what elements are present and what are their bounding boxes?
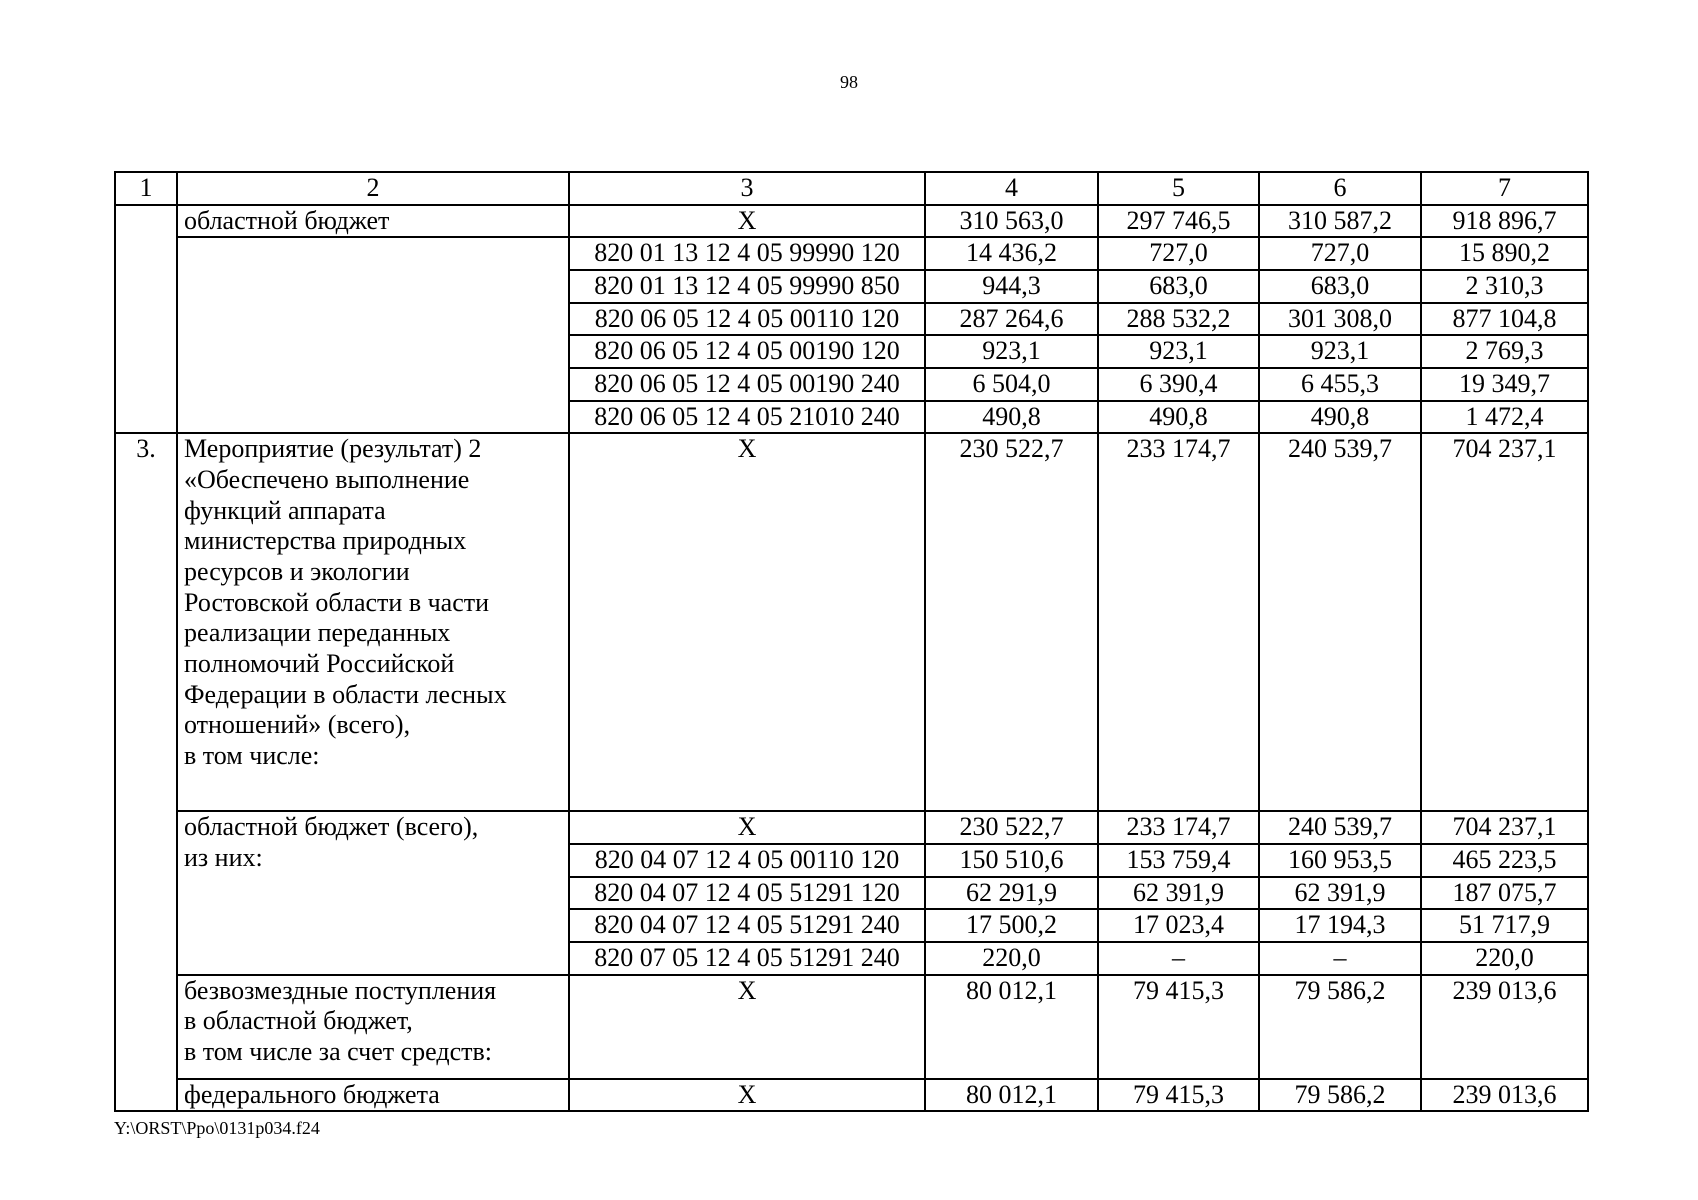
value-cell: 17 500,2 — [925, 909, 1098, 942]
value-cell: 62 391,9 — [1098, 877, 1259, 910]
value-cell: 62 291,9 — [925, 877, 1098, 910]
value-cell: 239 013,6 — [1421, 975, 1588, 1079]
activity-description: Мероприятие (результат) 2 «Обеспечено выполнение функций аппарата министерства природных ресурсов и экологии Ростовской области в части реализации переданных полномочий Российской Федерации в области лесных отношений» (всего), в том числе: — [177, 433, 569, 811]
value-cell: 19 349,7 — [1421, 368, 1588, 401]
value-cell: 465 223,5 — [1421, 844, 1588, 877]
value-cell: 79 586,2 — [1259, 975, 1421, 1079]
budget-code: 820 06 05 12 4 05 21010 240 — [569, 401, 925, 434]
row-label: областной бюджет (всего), из них: — [177, 811, 569, 974]
budget-code: 820 01 13 12 4 05 99990 120 — [569, 237, 925, 270]
value-cell: 220,0 — [925, 942, 1098, 975]
value-cell: 683,0 — [1259, 270, 1421, 303]
table-row — [115, 237, 1588, 270]
value-cell: 923,1 — [925, 335, 1098, 368]
table-row — [115, 205, 1588, 238]
value-cell: 918 896,7 — [1421, 205, 1588, 238]
budget-code: Х — [569, 1079, 925, 1112]
value-cell: 220,0 — [1421, 942, 1588, 975]
value-cell: 727,0 — [1259, 237, 1421, 270]
header-cell: 2 — [177, 172, 569, 205]
value-cell: 17 023,4 — [1098, 909, 1259, 942]
value-cell: 288 532,2 — [1098, 303, 1259, 336]
value-cell: 233 174,7 — [1098, 433, 1259, 811]
budget-code: 820 07 05 12 4 05 51291 240 — [569, 942, 925, 975]
value-cell: 6 455,3 — [1259, 368, 1421, 401]
value-cell: 62 391,9 — [1259, 877, 1421, 910]
value-cell: 301 308,0 — [1259, 303, 1421, 336]
row-number-cell — [115, 205, 177, 434]
value-cell: 187 075,7 — [1421, 877, 1588, 910]
value-cell: 6 504,0 — [925, 368, 1098, 401]
value-cell: 923,1 — [1259, 335, 1421, 368]
file-path-footer: Y:\ORST\Ppo\0131p034.f24 — [114, 1118, 320, 1138]
header-cell: 6 — [1259, 172, 1421, 205]
header-cell: 5 — [1098, 172, 1259, 205]
value-cell: 80 012,1 — [925, 1079, 1098, 1112]
value-cell: 490,8 — [1259, 401, 1421, 434]
value-cell: 490,8 — [1098, 401, 1259, 434]
value-cell: 79 586,2 — [1259, 1079, 1421, 1112]
table-header-row — [115, 172, 1588, 205]
value-cell: 704 237,1 — [1421, 433, 1588, 811]
table-row — [115, 811, 1588, 844]
value-cell: 297 746,5 — [1098, 205, 1259, 238]
value-cell: – — [1259, 942, 1421, 975]
value-cell: 230 522,7 — [925, 433, 1098, 811]
row-label: безвозмездные поступления в областной бюджет, в том числе за счет средств: — [177, 975, 569, 1079]
header-cell: 1 — [115, 172, 177, 205]
budget-code: Х — [569, 975, 925, 1079]
value-cell: 240 539,7 — [1259, 433, 1421, 811]
value-cell: 80 012,1 — [925, 975, 1098, 1079]
table-row — [115, 433, 1588, 811]
value-cell: 150 510,6 — [925, 844, 1098, 877]
budget-code: 820 06 05 12 4 05 00190 240 — [569, 368, 925, 401]
page-number: 98 — [840, 72, 858, 92]
value-cell: 17 194,3 — [1259, 909, 1421, 942]
value-cell: 230 522,7 — [925, 811, 1098, 844]
value-cell: 160 953,5 — [1259, 844, 1421, 877]
header-cell: 4 — [925, 172, 1098, 205]
table-row — [115, 975, 1588, 1079]
table-row — [115, 1079, 1588, 1112]
value-cell: 239 013,6 — [1421, 1079, 1588, 1112]
value-cell: 310 587,2 — [1259, 205, 1421, 238]
value-cell: 2 769,3 — [1421, 335, 1588, 368]
value-cell: 51 717,9 — [1421, 909, 1588, 942]
value-cell: 1 472,4 — [1421, 401, 1588, 434]
value-cell: 240 539,7 — [1259, 811, 1421, 844]
value-cell: 923,1 — [1098, 335, 1259, 368]
budget-code: 820 04 07 12 4 05 00110 120 — [569, 844, 925, 877]
budget-code: 820 06 05 12 4 05 00110 120 — [569, 303, 925, 336]
value-cell: 310 563,0 — [925, 205, 1098, 238]
value-cell: 704 237,1 — [1421, 811, 1588, 844]
value-cell: 14 436,2 — [925, 237, 1098, 270]
row-number-cell: 3. — [115, 433, 177, 1111]
row-label — [177, 237, 569, 433]
value-cell: 79 415,3 — [1098, 975, 1259, 1079]
budget-code: 820 04 07 12 4 05 51291 240 — [569, 909, 925, 942]
value-cell: 490,8 — [925, 401, 1098, 434]
budget-code: Х — [569, 811, 925, 844]
budget-code: 820 06 05 12 4 05 00190 120 — [569, 335, 925, 368]
value-cell: 877 104,8 — [1421, 303, 1588, 336]
row-label: федерального бюджета — [177, 1079, 569, 1112]
header-cell: 7 — [1421, 172, 1588, 205]
budget-code: Х — [569, 433, 925, 811]
header-cell: 3 — [569, 172, 925, 205]
value-cell: 6 390,4 — [1098, 368, 1259, 401]
budget-code: 820 01 13 12 4 05 99990 850 — [569, 270, 925, 303]
value-cell: 79 415,3 — [1098, 1079, 1259, 1112]
value-cell: 15 890,2 — [1421, 237, 1588, 270]
value-cell: 727,0 — [1098, 237, 1259, 270]
value-cell: – — [1098, 942, 1259, 975]
budget-table — [114, 171, 1589, 1112]
value-cell: 287 264,6 — [925, 303, 1098, 336]
value-cell: 683,0 — [1098, 270, 1259, 303]
value-cell: 944,3 — [925, 270, 1098, 303]
value-cell: 233 174,7 — [1098, 811, 1259, 844]
value-cell: 2 310,3 — [1421, 270, 1588, 303]
row-label: областной бюджет — [177, 205, 569, 238]
budget-code: Х — [569, 205, 925, 238]
budget-code: 820 04 07 12 4 05 51291 120 — [569, 877, 925, 910]
value-cell: 153 759,4 — [1098, 844, 1259, 877]
